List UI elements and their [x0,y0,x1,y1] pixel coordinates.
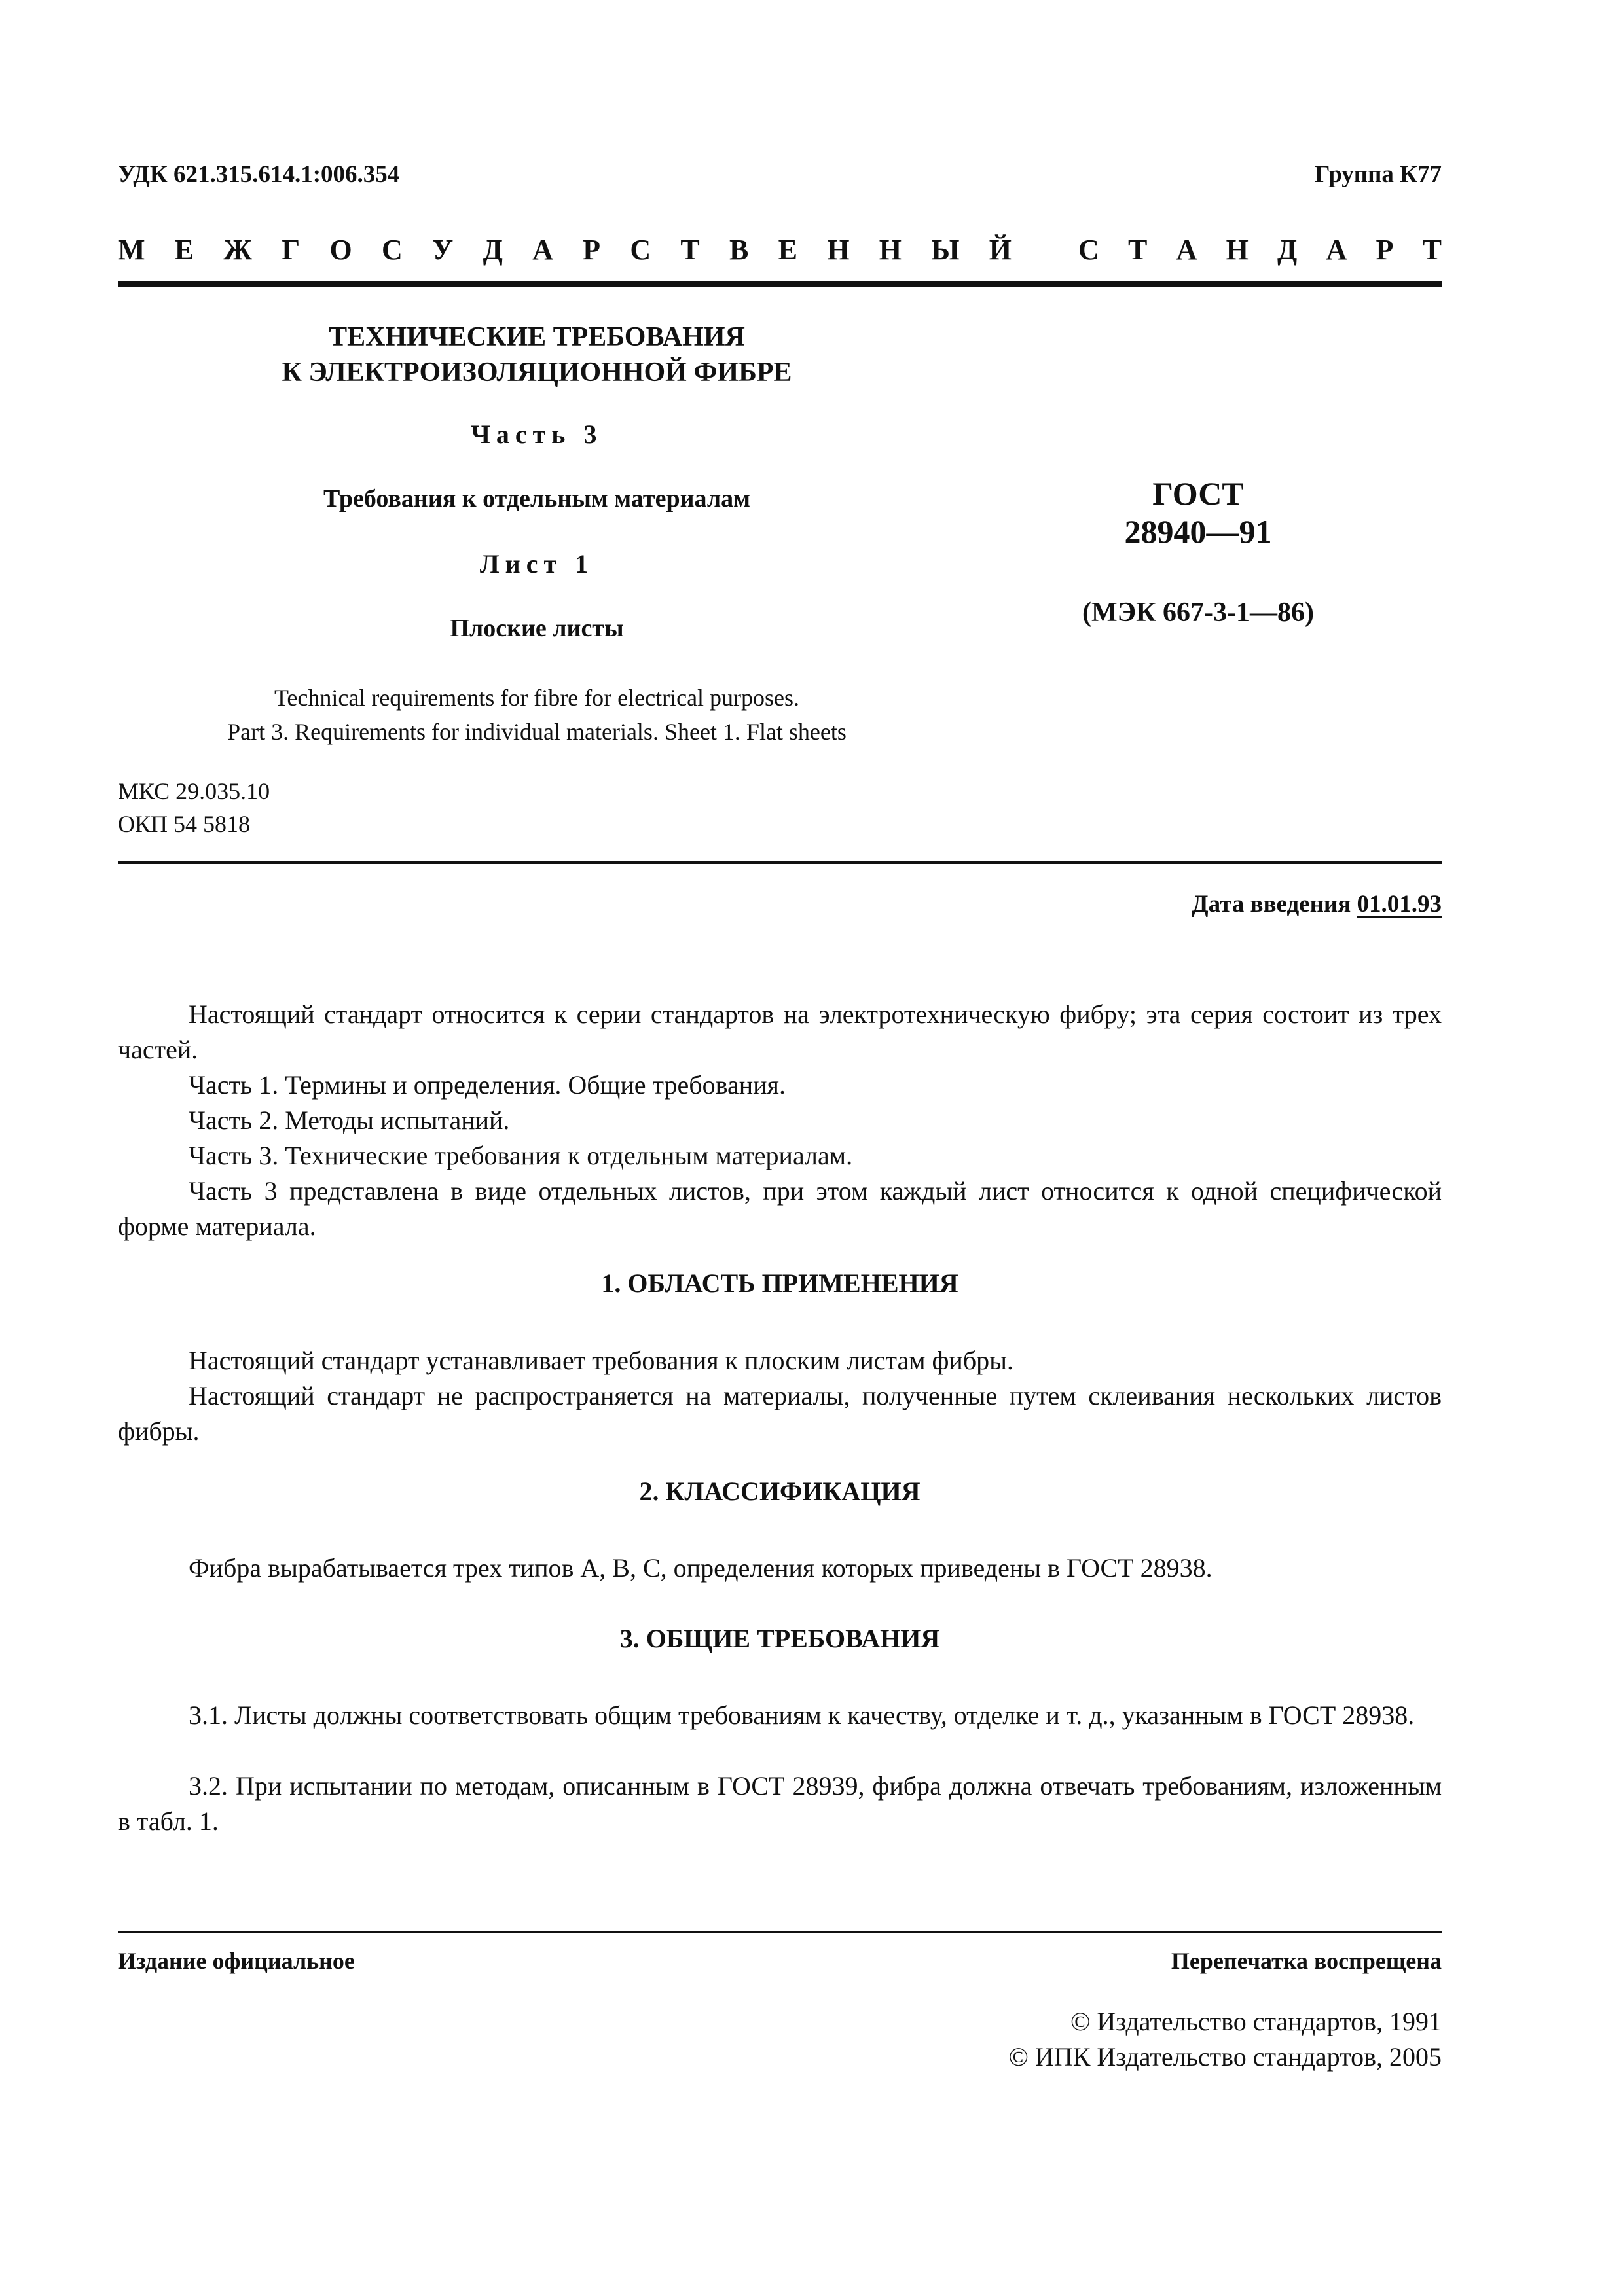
section-3-heading: 3. ОБЩИЕ ТРЕБОВАНИЯ [619,1624,940,1653]
udk-code: УДК 621.315.614.1:006.354 [118,161,400,188]
banner-word2-letter: С [1078,234,1099,266]
banner-word1-letter: М [118,234,145,266]
banner-word1-letter: Ы [931,234,960,266]
section-3-paragraph-2: 3.2. При испытании по методам, описанным в ГОСТ 28939, фибра должна отвечать требованиям, изложенным в табл. 1. [118,1771,1442,1836]
banner-word1-letter: Н [827,234,850,266]
banner-word1-letter: С [630,234,651,266]
mks-code: МКС 29.035.10 [118,778,270,804]
section-2-paragraph-1: Фибра вырабатывается трех типов А, В, С, определения которых приведены в ГОСТ 28938. [189,1553,1213,1583]
intro-paragraph-1: Настоящий стандарт относится к серии стандартов на электротехническую фибру; эта серия состоит из трех частей. [118,999,1442,1064]
banner-word2-letter: Т [1128,234,1148,266]
section-1-paragraph-1: Настоящий стандарт устанавливает требования к плоским листам фибры. [189,1346,1014,1375]
banner-word2-letter: Н [1226,234,1249,266]
banner-word1-letter: Й [989,234,1012,266]
banner-word2-letter: Д [1277,234,1298,266]
title-line-1: ТЕХНИЧЕСКИЕ ТРЕБОВАНИЯ [329,322,745,352]
gost-label: ГОСТ [1152,475,1244,512]
banner-word1-letter: Р [583,234,601,266]
copyright-line-1: © Издательство стандартов, 1991 [1070,2007,1442,2036]
banner-word1-letter: Е [778,234,797,266]
banner-word1-letter: Г [282,234,301,266]
banner-word2-letter: Т [1422,234,1442,266]
english-title-line-1: Technical requirements for fibre for electrical purposes. [274,685,800,711]
official-edition: Издание официальное [118,1948,355,1974]
subtitle: Требования к отдельным материалам [323,485,751,512]
classification-codes [118,775,270,840]
sheet-label: Лист 1 [479,549,594,579]
english-title [151,681,923,749]
sheet-title: Плоские листы [450,615,624,642]
intro-list-item-3: Часть 3. Технические требования к отдельным материалам. [189,1141,853,1170]
banner-word2-letter: Р [1376,234,1394,266]
intro-date-value: 01.01.93 [1357,891,1442,918]
gost-number: 28940—91 [1124,513,1272,550]
banner-word1-letter: С [381,234,403,266]
footer-rule [118,1931,1442,1933]
english-title-line-2: Part 3. Requirements for individual materials. Sheet 1. Flat sheets [227,719,847,745]
banner-word-standard [1078,233,1442,266]
banner-word1-letter: Т [680,234,700,266]
banner-word1-letter: О [329,234,352,266]
divider-rule [118,861,1442,864]
banner-rule [118,281,1442,287]
group-code: Группа К77 [1314,161,1442,188]
banner-word2-letter: А [1326,234,1347,266]
banner-word1-letter: В [729,234,749,266]
section-3-paragraph-1: 3.1. Листы должны соответствовать общим требованиям к качеству, отделке и т. д., указанным в ГОСТ 28938. [189,1700,1415,1730]
reprint-notice: Перепечатка воспрещена [1171,1948,1442,1974]
intro-date-label: Дата введения [1192,891,1351,918]
banner-word2-letter: А [1176,234,1197,266]
title-line-2: К ЭЛЕКТРОИЗОЛЯЦИОННОЙ ФИБРЕ [282,357,792,387]
okp-code: ОКП 54 5818 [118,811,251,837]
copyright-block [1009,2004,1442,2075]
iec-reference: (МЭК 667-3-1—86) [1082,598,1315,628]
intro-date [1192,890,1442,918]
banner-word1-letter: Д [483,234,503,266]
banner-word1-letter: А [532,234,553,266]
intro-list-item-1: Часть 1. Термины и определения. Общие требования. [189,1070,786,1100]
part-label: Часть 3 [471,420,603,449]
banner-word1-letter: Н [879,234,902,266]
section-1-heading: 1. ОБЛАСТЬ ПРИМЕНЕНИЯ [601,1268,958,1298]
copyright-line-2: © ИПК Издательство стандартов, 2005 [1008,2042,1442,2072]
section-1-paragraph-2: Настоящий стандарт не распространяется на материалы, полученные путем склеивания нескольких листов фибры. [118,1381,1442,1446]
intro-paragraph-2: Часть 3 представлена в виде отдельных листов, при этом каждый лист относится к одной специфической форме материала. [118,1176,1442,1241]
standard-banner [118,233,1442,266]
section-2-heading: 2. КЛАССИФИКАЦИЯ [639,1477,921,1506]
banner-word1-letter: Ж [223,234,252,266]
intro-list-item-2: Часть 2. Методы испытаний. [189,1105,510,1135]
banner-word-interstate [118,233,1012,266]
banner-word1-letter: Е [174,234,194,266]
banner-word1-letter: У [432,234,454,266]
